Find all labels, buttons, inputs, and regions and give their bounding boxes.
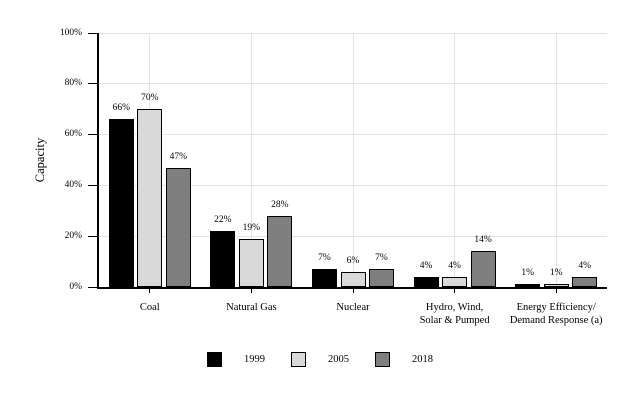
vertical-gridline (556, 33, 557, 287)
legend-label-2005: 2005 (328, 353, 349, 365)
bar-data-label: 28% (271, 199, 289, 210)
bar-2018-energy-efficiency-demand-response-a- (572, 277, 597, 287)
bar-2005-hydro-wind-solar-pumped (442, 277, 467, 287)
category-label-line: Hydro, Wind, (425, 302, 484, 313)
y-tick-mark (88, 33, 97, 34)
bar-2005-nuclear (341, 272, 366, 287)
category-label-line: Nuclear (336, 302, 370, 313)
y-tick-mark (88, 185, 97, 186)
y-tick-label: 100% (59, 27, 82, 38)
legend-swatch-2005 (291, 352, 306, 367)
bar-data-label: 7% (375, 253, 388, 264)
x-tick-mark (251, 289, 252, 293)
y-tick-label: 80% (64, 78, 82, 89)
bar-data-label: 1% (549, 268, 563, 279)
category-label-line: Demand Response (a) (509, 315, 603, 326)
category-label-line: Coal (139, 302, 160, 313)
category-label (481, 301, 631, 327)
y-tick-mark (88, 236, 97, 237)
y-tick-mark (88, 134, 97, 135)
bar-data-label: 7% (318, 253, 331, 264)
y-axis-line (97, 33, 99, 289)
y-tick-mark (88, 83, 97, 84)
x-tick-mark (149, 289, 150, 293)
bar-data-label: 22% (214, 215, 232, 226)
y-tick-mark (88, 287, 97, 288)
bar-2018-coal (166, 168, 191, 287)
bar-data-label: 66% (112, 103, 130, 114)
bar-2005-coal (137, 109, 162, 287)
bar-2018-hydro-wind-solar-pumped (471, 251, 496, 287)
bar-2018-nuclear (369, 269, 394, 287)
bar-data-label: 4% (419, 260, 433, 271)
bar-data-label: 14% (474, 235, 492, 246)
bar-data-label: 1% (521, 268, 535, 279)
category-label-line: Solar & Pumped (419, 315, 490, 326)
bar-1999-coal (109, 119, 134, 287)
bar-data-label: 70% (141, 93, 159, 104)
bar-data-label: 4% (578, 260, 592, 271)
y-tick-label: 0% (69, 281, 82, 292)
bar-data-label: 19% (242, 222, 261, 233)
category-label-line: Natural Gas (226, 302, 277, 313)
x-tick-mark (454, 289, 455, 293)
y-axis-title: Capacity (33, 137, 47, 183)
bar-data-label: 4% (448, 260, 461, 271)
bar-1999-hydro-wind-solar-pumped (414, 277, 439, 287)
bar-data-label: 6% (346, 255, 360, 266)
legend-item-2018 (375, 352, 433, 367)
x-tick-mark (353, 289, 354, 293)
legend-item-2005 (291, 352, 349, 367)
y-tick-label: 40% (64, 179, 82, 190)
bar-1999-nuclear (312, 269, 337, 287)
legend-label-1999: 1999 (244, 353, 265, 365)
y-tick-label: 20% (64, 230, 82, 241)
bar-1999-natural-gas (210, 231, 235, 287)
vertical-gridline (353, 33, 354, 287)
bar-2018-natural-gas (267, 216, 292, 287)
legend-swatch-2018 (375, 352, 390, 367)
y-tick-label: 60% (64, 129, 82, 140)
legend-swatch-1999 (207, 352, 222, 367)
legend-item-1999 (207, 352, 265, 367)
bar-data-label: 47% (169, 151, 187, 162)
bar-2005-natural-gas (239, 239, 264, 287)
category-label-line: Energy Efficiency/ (516, 302, 596, 313)
legend-label-2018: 2018 (412, 353, 433, 365)
legend (0, 352, 640, 367)
x-tick-mark (556, 289, 557, 293)
vertical-gridline (454, 33, 455, 287)
